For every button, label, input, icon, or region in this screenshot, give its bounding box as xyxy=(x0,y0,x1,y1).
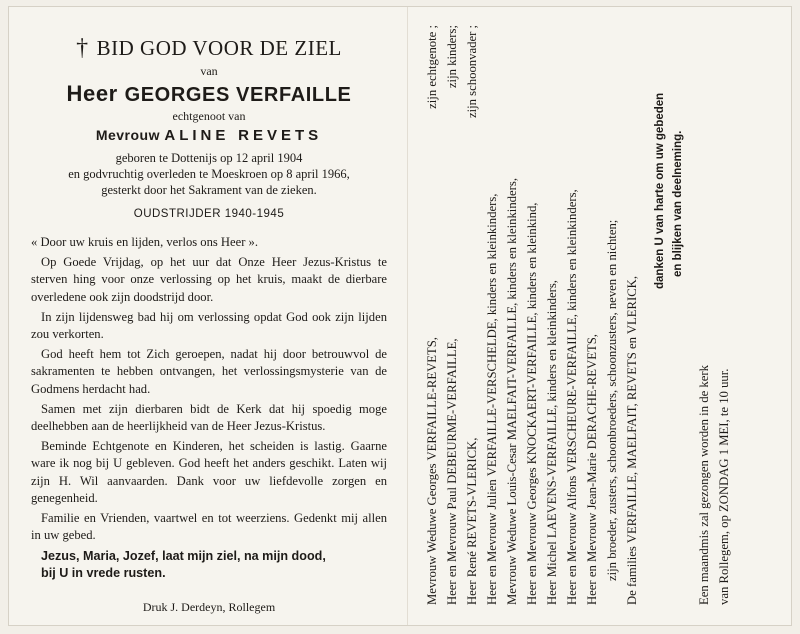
mourner-line xyxy=(564,25,581,605)
mourner-relation: zijn schoonvader ; xyxy=(465,25,479,119)
mass-line: van Rollegem, op ZONDAG 1 MEI, te 10 uur. xyxy=(717,368,731,605)
prayer-line: Jezus, Maria, Jozef, laat mijn ziel, na mijn dood, xyxy=(41,549,326,564)
death-line: en godvruchtig overleden te Moeskroen op 8 april 1966, xyxy=(68,167,350,181)
mourner-name: Heer en Mevrouw Alfons VERSCHEURE-VERFAILLE, kinders en kleinkinders, xyxy=(565,189,579,605)
mourner-name: Heer en Mevrouw Julien VERFAILLE-VERSCHELDE, kinders en kleinkinders, xyxy=(485,193,499,605)
mourner-name: Mevrouw Weduwe Georges VERFAILLE-REVETS, xyxy=(425,337,439,605)
paragraph: Op Goede Vrijdag, op het uur dat Onze Heer Jezus-Kristus te sterven hing voor onze verlossing op het kruis, maakt de dierbare overledene ook zijn doodstrijd door. xyxy=(31,255,387,304)
paragraph: God heeft hem tot Zich geroepen, nadat hij door betrouwvol de sakramenten te hebben ontvangen, het verlossingsmysterie van de Godmens herdacht had. xyxy=(31,347,387,396)
mourner-line xyxy=(424,25,441,605)
name-caps: GEORGES VERFAILLE xyxy=(124,84,352,106)
left-page xyxy=(31,29,387,615)
mourner-line xyxy=(464,25,481,605)
mass-line: Een maandmis zal gezongen worden in de kerk xyxy=(697,365,711,605)
thanks-line: en blijken van deelneming. xyxy=(672,130,684,277)
mourner-name: zijn broeder, zusters, schoonbroeders, schoonzusters, neven en nichten; xyxy=(605,219,619,581)
spouse-of-label: echtgenoot van xyxy=(172,109,246,123)
heading-text: BID GOD VOOR DE ZIEL xyxy=(96,36,342,60)
mourner-line xyxy=(444,25,461,605)
paragraph: « Door uw kruis en lijden, verlos ons Heer ». xyxy=(31,235,258,249)
memorial-text xyxy=(31,234,387,544)
mourner-line xyxy=(504,25,521,605)
printer-credit: Druk J. Derdeyn, Rollegem xyxy=(142,600,276,615)
sacrament-line: gesterkt door het Sakrament van de zieken. xyxy=(101,183,317,197)
heading xyxy=(31,35,387,62)
paragraph: Samen met zijn dierbaren bidt de Kerk dat hij spoedig moge deelhebben aan de heerlijkheid van de Heer Jezus-Kristus. xyxy=(31,401,387,434)
mourner-line xyxy=(584,25,601,605)
birth-line: geboren te Dottenijs op 12 april 1904 xyxy=(115,151,303,165)
paragraph: Beminde Echtgenote en Kinderen, het scheiden is lastig. Gaarne ware ik nog bij U gebleven. God heeft het anders geschikt. Laten wij zijn H. Wil aanvaarden. Dank voor uw liefdevolle zorgen en genegenheid. xyxy=(31,439,387,505)
mourner-name: Mevrouw Weduwe Louis-Cesar MAELFAIT-VERFAILLE, kinders en kleinkinders, xyxy=(505,178,519,605)
mourner-name: De families VERFAILLE, MAELFAIT, REVETS en VLERICK, xyxy=(625,275,639,605)
life-dates xyxy=(31,150,387,198)
mourner-name: Heer René REVETS-VLERICK, xyxy=(465,437,479,605)
name-prefix: Heer xyxy=(66,81,125,106)
mourner-relation: zijn kinders; xyxy=(445,25,459,89)
van-label: van xyxy=(200,64,218,78)
spouse-last: REVETS xyxy=(238,127,323,144)
mourner-name: Heer Michel LAEVENS-VERFAILLE, kinders en kleinkinders, xyxy=(545,280,559,605)
thanks-line: danken U van harte om uw gebeden xyxy=(654,92,666,289)
mourner-name: Heer en Mevrouw Georges KNOCKAERT-VERFAILLE, kinders en kleinkind, xyxy=(525,202,539,605)
mourner-name: Heer en Mevrouw Jean-Marie DERACHE-REVETS, xyxy=(585,334,599,605)
spouse-first: ALINE xyxy=(164,127,230,144)
paragraph: Familie en Vrienden, vaartwel en tot weerziens. Gedenkt mij allen in uw gebed. xyxy=(31,511,387,543)
paragraph: In zijn lijdensweg bad hij om verlossing opdat God ook zijn lijden zou verkorten. xyxy=(31,309,387,342)
deceased-name xyxy=(31,81,387,107)
spouse-name xyxy=(31,127,387,144)
mourner-line xyxy=(624,25,641,605)
card-fold xyxy=(407,7,408,625)
mourner-line xyxy=(544,25,561,605)
mourner-name: Heer en Mevrouw Paul DEBEURME-VERFAILLE, xyxy=(445,338,459,605)
mourner-line xyxy=(484,25,501,605)
mourner-line xyxy=(524,25,541,605)
right-page xyxy=(424,25,764,605)
veteran-line: OUDSTRIJDER 1940-1945 xyxy=(133,208,285,220)
closing-prayer xyxy=(31,548,387,582)
spouse-prefix: Mevrouw xyxy=(95,127,165,143)
prayer-line: bij U in vrede rusten. xyxy=(41,566,166,581)
mourner-line xyxy=(604,25,621,605)
cross-icon: † xyxy=(76,35,89,61)
mourner-relation: zijn echtgenote ; xyxy=(425,25,439,109)
